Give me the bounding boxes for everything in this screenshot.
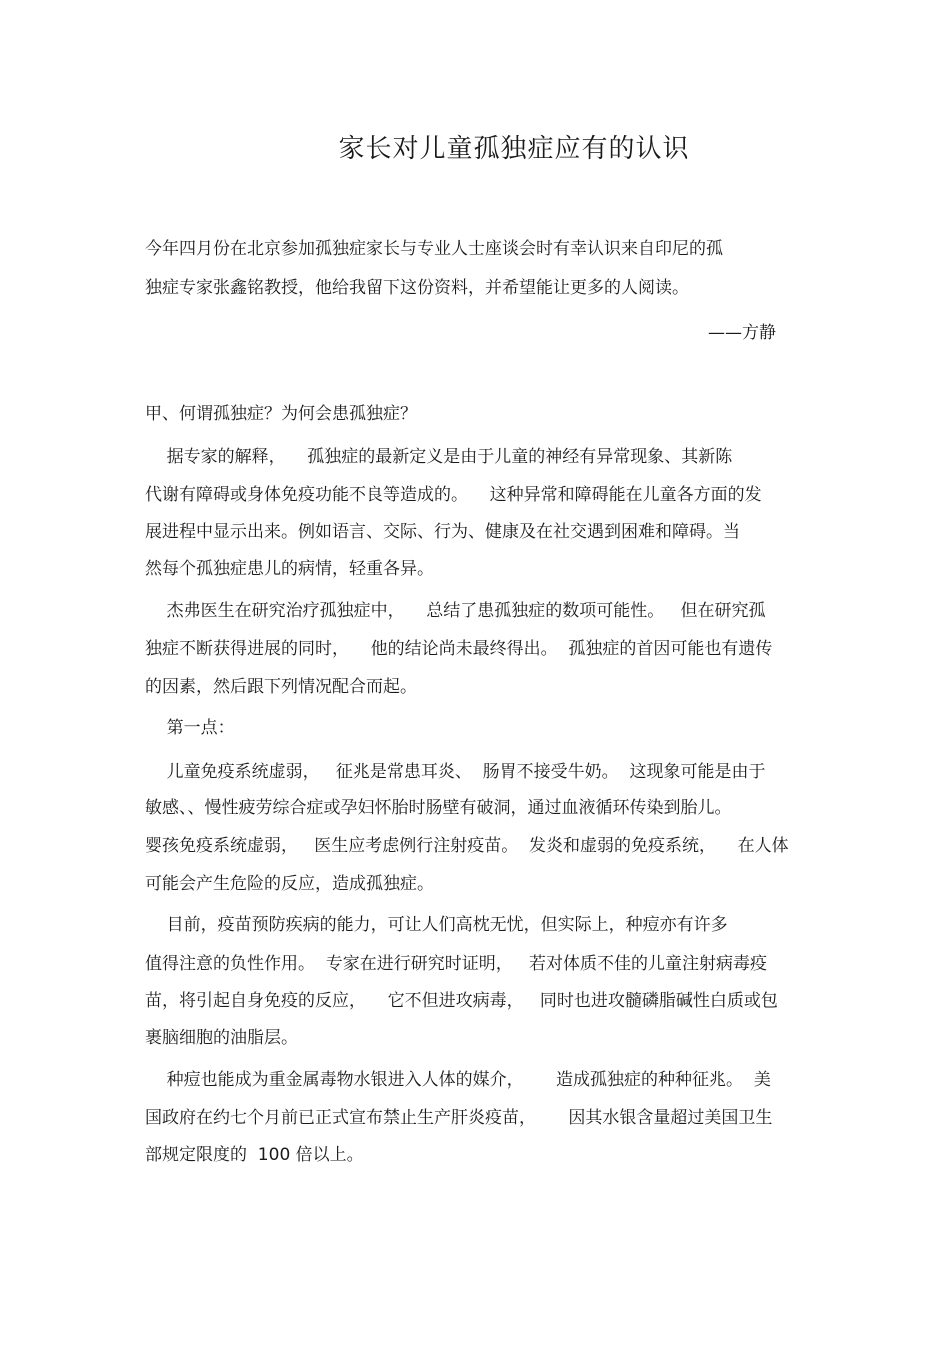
paragraph-line: 敏感、、慢性疲劳综合症或孕妇怀胎时肠壁有破洞，通过血液循环传染到胎儿。 bbox=[145, 798, 732, 818]
paragraph-line: 值得注意的负性作用。 专家在进行研究时证明， 若对体质不佳的儿童注射病毒疫 bbox=[145, 954, 768, 974]
paragraph-line: 的因素，然后跟下列情况配合而起。 bbox=[145, 677, 417, 697]
paragraph-line: 苗，将引起自身免疫的反应， 它不但进攻病毒， 同时也进攻髓磷脂碱性白质或包 bbox=[145, 991, 778, 1011]
paragraph-line: 部规定限度的 100 倍以上。 bbox=[145, 1145, 364, 1165]
paragraph-line: 杰弗医生在研究治疗孤独症中， 总结了患孤独症的数项可能性。 但在研究孤 bbox=[145, 601, 766, 621]
section-heading: 甲、何谓孤独症？为何会患孤独症？ bbox=[145, 404, 417, 424]
paragraph-line: 国政府在约七个月前已正式宣布禁止生产肝炎疫苗， 因其水银含量超过美国卫生 bbox=[145, 1108, 773, 1128]
paragraph-line: 种痘也能成为重金属毒物水银进入人体的媒介， 造成孤独症的种种征兆。 美 bbox=[145, 1070, 771, 1090]
paragraph-line: 婴孩免疫系统虚弱， 医生应考虑例行注射疫苗。 发炎和虚弱的免疫系统， 在人体 bbox=[145, 836, 789, 856]
paragraph-line: 据专家的解释， 孤独症的最新定义是由于儿童的神经有异常现象、其新陈 bbox=[145, 447, 733, 467]
intro-line: 独症专家张鑫铭教授，他给我留下这份资料，并希望能让更多的人阅读。 bbox=[145, 278, 689, 298]
point-label: 第一点： bbox=[145, 718, 235, 738]
intro-line: 今年四月份在北京参加孤独症家长与专业人士座谈会时有幸认识来自印尼的孤 bbox=[145, 239, 723, 259]
paragraph-line: 代谢有障碍或身体免疫功能不良等造成的。 这种异常和障碍能在儿童各方面的发 bbox=[145, 485, 762, 505]
paragraph-line: 儿童免疫系统虚弱， 征兆是常患耳炎、 肠胃不接受牛奶。 这现象可能是由于 bbox=[145, 762, 766, 782]
paragraph-line: 目前，疫苗预防疾病的能力，可让人们高枕无忧，但实际上，种痘亦有许多 bbox=[145, 915, 728, 935]
paragraph-line: 展进程中显示出来。例如语言、交际、行为、健康及在社交遇到困难和障碍。当 bbox=[145, 522, 740, 542]
paragraph-line: 独症不断获得进展的同时， 他的结论尚未最终得出。 孤独症的首因可能也有遗传 bbox=[145, 639, 773, 659]
document-title: 家长对儿童孤独症应有的认识 bbox=[338, 134, 690, 164]
paragraph-line: 然每个孤独症患儿的病情，轻重各异。 bbox=[145, 559, 434, 579]
paragraph-line: 裹脑细胞的油脂层。 bbox=[145, 1028, 298, 1048]
paragraph-line: 可能会产生危险的反应，造成孤独症。 bbox=[145, 874, 434, 894]
signature: ——方静 bbox=[708, 323, 776, 343]
